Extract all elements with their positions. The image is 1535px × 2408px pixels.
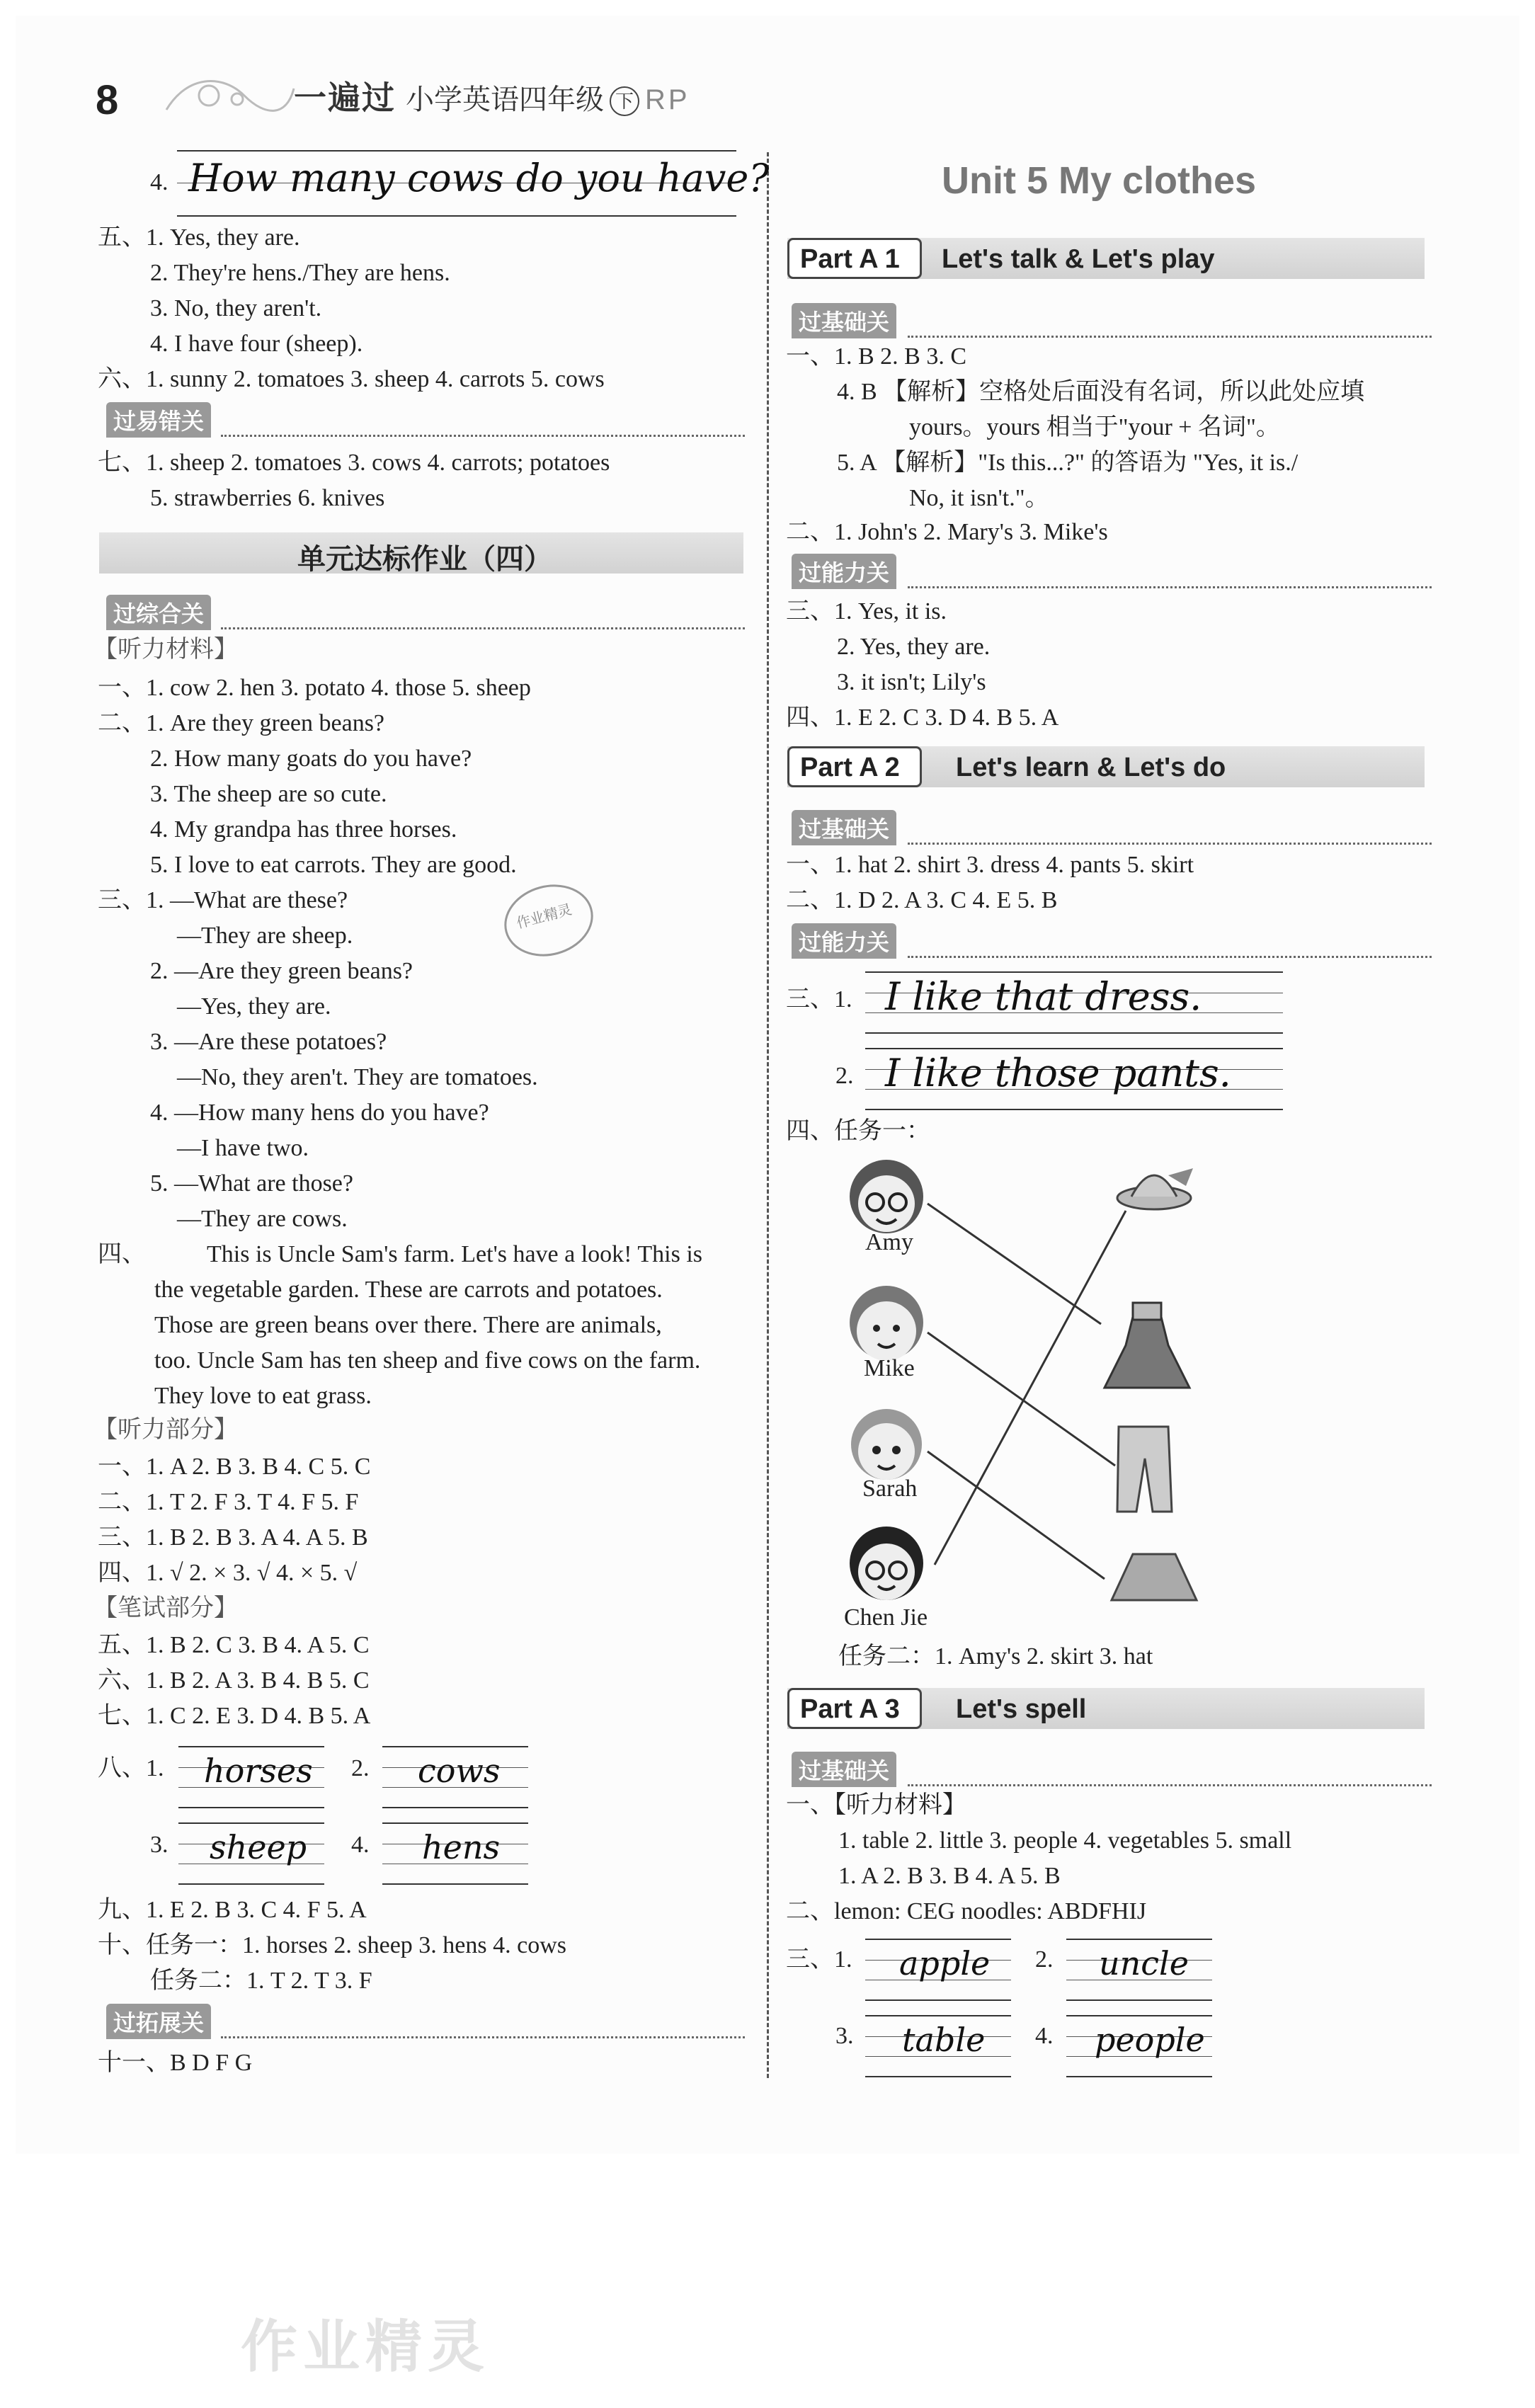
question-number: 4.: [1035, 2023, 1054, 2049]
answer-line: 1. table 2. little 3. people 4. vegetables 5. small: [838, 1827, 1292, 1854]
answer-line: 4. —How many hens do you have?: [150, 1100, 489, 1126]
grade-title: 小学英语四年级: [406, 84, 604, 115]
handwriting-box: [382, 1746, 528, 1808]
answer-line: 1. A 2. B 3. B 4. A 5. B: [838, 1863, 1061, 1889]
answer-line: 4. B 【解析】空格处后面没有名词，所以此处应填: [837, 379, 1365, 405]
dress-icon: [1105, 1303, 1189, 1388]
answer-line: 二、1. John's 2. Mary's 3. Mike's: [786, 519, 1108, 545]
answer-line: 3. No, they aren't.: [150, 295, 322, 321]
part-a2-label: Part A 2: [800, 753, 900, 782]
question-number: 3.: [835, 2023, 854, 2049]
handwriting-box: [865, 971, 1283, 1034]
answer-line: 2. They're hens./They are hens.: [150, 260, 450, 286]
answer-line: 二、1. D 2. A 3. C 4. E 5. B: [786, 887, 1058, 913]
dotted-rule: [908, 586, 1432, 588]
question-label: 八、1.: [98, 1755, 164, 1781]
handwriting-answer: hens: [422, 1828, 501, 1866]
dotted-rule: [908, 1784, 1432, 1786]
handwriting-answer: I like that dress.: [885, 974, 1202, 1019]
answer-line: 五、1. B 2. C 3. B 4. A 5. C: [98, 1632, 370, 1658]
answer-line: 一、1. hat 2. shirt 3. dress 4. pants 5. skirt: [786, 852, 1194, 878]
passage-line: This is Uncle Sam's farm. Let's have a look! This is: [207, 1241, 703, 1267]
answer-line: 4. My grandpa has three horses.: [150, 816, 457, 843]
page-number: 8: [96, 77, 119, 123]
name-amy: Amy: [865, 1229, 913, 1255]
answer-line: —They are sheep.: [177, 923, 353, 949]
chenjie-face-icon: [850, 1527, 923, 1600]
decorative-swirl-icon: [159, 67, 301, 124]
answer-line: 十、任务一：1. horses 2. sheep 3. hens 4. cows: [98, 1932, 566, 1958]
handwriting-answer: horses: [204, 1752, 313, 1790]
passage-line: the vegetable garden. These are carrots and potatoes.: [154, 1277, 663, 1303]
dotted-rule: [221, 2036, 745, 2038]
answer-line: 六、1. sunny 2. tomatoes 3. sheep 4. carrots 5. cows: [98, 366, 605, 392]
task-label: 四、任务一：: [786, 1118, 930, 1144]
dotted-rule: [221, 627, 745, 629]
handwriting-box: [1066, 2015, 1212, 2077]
answer-line: 3. —Are these potatoes?: [150, 1029, 387, 1055]
passage-line: Those are green beans over there. There are animals,: [154, 1312, 662, 1338]
answer-line: 4. I have four (sheep).: [150, 331, 363, 357]
name-mike: Mike: [864, 1355, 915, 1381]
answer-line: 2. How many goats do you have?: [150, 746, 472, 772]
mike-face-icon: [850, 1286, 923, 1361]
answer-line: —I have two.: [177, 1135, 309, 1161]
answer-line: 二、lemon: CEG noodles: ABDFHIJ: [786, 1898, 1147, 1924]
answer-line: 2. —Are they green beans?: [150, 958, 413, 984]
answer-line: 任务二：1. T 2. T 3. F: [150, 1968, 372, 1994]
question-number: 2.: [1035, 1946, 1054, 1973]
dotted-rule: [908, 956, 1432, 958]
handwriting-box: [865, 1939, 1011, 2001]
answer-line: 一、1. cow 2. hen 3. potato 4. those 5. sheep: [98, 675, 531, 701]
amy-face-icon: [850, 1160, 923, 1233]
answer-line: 三、1. —What are these?: [98, 887, 348, 913]
handwriting-answer: people: [1095, 2021, 1205, 2059]
q4-number: 4.: [150, 169, 169, 195]
question-number: 4.: [351, 1832, 370, 1858]
part-a3-label: Part A 3: [800, 1694, 900, 1724]
answer-line: —Yes, they are.: [177, 993, 331, 1020]
handwriting-box: [865, 1048, 1283, 1110]
answer-line: 5. —What are those?: [150, 1170, 353, 1197]
answer-line: 3. The sheep are so cute.: [150, 781, 387, 807]
question-label: 三、1.: [786, 986, 852, 1012]
section-badge-tuozhan: 过拓展关: [106, 2004, 211, 2039]
watermark: 作业精灵: [241, 2313, 490, 2380]
name-chen-jie: Chen Jie: [844, 1604, 928, 1631]
written-part-label: 【笔试部分】: [93, 1595, 238, 1621]
question-number: 3.: [150, 1832, 169, 1858]
answer-line: 任务二：1. Amy's 2. skirt 3. hat: [838, 1643, 1153, 1670]
answer-line: yours。yours 相当于"your + 名词"。: [909, 414, 1280, 440]
section-badge-jichu: 过基础关: [792, 1752, 896, 1787]
answer-line: 七、1. C 2. E 3. D 4. B 5. A: [98, 1703, 371, 1729]
matching-illustration: [835, 1147, 1218, 1650]
passage-line: They love to eat grass.: [154, 1383, 372, 1409]
listening-part-label: 【听力部分】: [93, 1417, 238, 1443]
answer-line: 5. strawberries 6. knives: [150, 485, 385, 511]
name-sarah: Sarah: [862, 1476, 918, 1502]
answer-line: 九、1. E 2. B 3. C 4. F 5. A: [98, 1897, 367, 1923]
section-badge-jichu: 过基础关: [792, 303, 896, 338]
hat-icon: [1117, 1168, 1193, 1209]
handwriting-box: [1066, 1939, 1212, 2001]
brand-name: 一遍过: [294, 79, 396, 116]
answer-line: 2. Yes, they are.: [837, 634, 991, 660]
part-a1-title: Let's talk & Let's play: [942, 244, 1215, 274]
section-badge-zonghe: 过综合关: [106, 595, 211, 630]
dotted-rule: [908, 336, 1432, 338]
pants-icon: [1117, 1427, 1172, 1512]
stamp-text: 作业精灵: [515, 901, 574, 932]
passage-label: 四、: [98, 1241, 146, 1267]
answer-line: —They are cows.: [177, 1206, 348, 1232]
passage-line: too. Uncle Sam has ten sheep and five cows on the farm.: [154, 1347, 701, 1374]
handwriting-answer: table: [902, 2021, 986, 2059]
handwriting-box: [382, 1822, 528, 1885]
dotted-rule: [908, 843, 1432, 845]
handwriting-answer: uncle: [1099, 1944, 1189, 1982]
answer-line: 二、1. T 2. F 3. T 4. F 5. F: [98, 1489, 359, 1515]
answer-line: 一、1. A 2. B 3. B 4. C 5. C: [98, 1454, 371, 1480]
skirt-icon: [1112, 1554, 1197, 1600]
handwriting-answer: I like those pants.: [885, 1051, 1231, 1095]
term-badge: 下: [610, 86, 639, 116]
answer-line: 七、1. sheep 2. tomatoes 3. cows 4. carrots; potatoes: [98, 450, 610, 476]
part-a1-label: Part A 1: [800, 244, 900, 274]
column-divider: [767, 152, 769, 2078]
handwriting-box-q4: [177, 150, 770, 217]
dotted-rule: [221, 435, 745, 437]
section-badge-jichu: 过基础关: [792, 810, 896, 845]
answer-line: 五、1. Yes, they are.: [98, 224, 300, 251]
section-badge-nengli: 过能力关: [792, 923, 896, 959]
unit-title: Unit 5 My clothes: [942, 159, 1257, 202]
answer-line: 三、1. B 2. B 3. A 4. A 5. B: [98, 1524, 368, 1551]
answer-line: 三、1. Yes, it is.: [786, 598, 947, 624]
answer-line: 3. it isn't; Lily's: [837, 669, 986, 695]
question-label: 三、1.: [786, 1946, 852, 1973]
answer-line: —No, they aren't. They are tomatoes.: [177, 1064, 538, 1090]
sarah-face-icon: [851, 1409, 922, 1480]
answer-line: 一、1. B 2. B 3. C: [786, 343, 967, 370]
handwriting-box: [178, 1822, 324, 1885]
edition-label: RP: [645, 84, 690, 115]
handwriting-answer: apple: [899, 1944, 991, 1982]
answer-line: 四、1. √ 2. × 3. √ 4. × 5. √: [98, 1560, 358, 1586]
section-badge-nengli: 过能力关: [792, 554, 896, 589]
answer-line: 5. A 【解析】"Is this...?" 的答语为 "Yes, it is./: [837, 450, 1299, 476]
question-number: 2.: [351, 1755, 370, 1781]
handwriting-box: [178, 1746, 324, 1808]
answer-line: 六、1. B 2. A 3. B 4. B 5. C: [98, 1667, 370, 1694]
part-a3-title: Let's spell: [956, 1694, 1087, 1724]
answer-line: 一、【听力材料】: [786, 1792, 966, 1818]
listening-material-label: 【听力材料】: [93, 637, 238, 663]
handwriting-answer: cows: [418, 1752, 501, 1790]
unit-test-title: 单元达标作业（四）: [297, 544, 552, 575]
header-brand: [294, 72, 690, 119]
question-number: 2.: [835, 1063, 854, 1089]
answer-line: 四、1. E 2. C 3. D 4. B 5. A: [786, 704, 1059, 731]
answer-line: 十一、B D F G: [98, 2050, 253, 2076]
section-badge-yicuo: 过易错关: [106, 402, 211, 438]
handwriting-box: [865, 2015, 1011, 2077]
answer-line: 二、1. Are they green beans?: [98, 710, 385, 736]
part-a2-title: Let's learn & Let's do: [956, 753, 1226, 782]
handwriting-answer: sheep: [210, 1828, 307, 1866]
answer-line: 5. I love to eat carrots. They are good.: [150, 852, 517, 878]
answer-line: No, it isn't."。: [909, 485, 1049, 511]
handwriting-answer: How many cows do you have?: [188, 156, 770, 200]
